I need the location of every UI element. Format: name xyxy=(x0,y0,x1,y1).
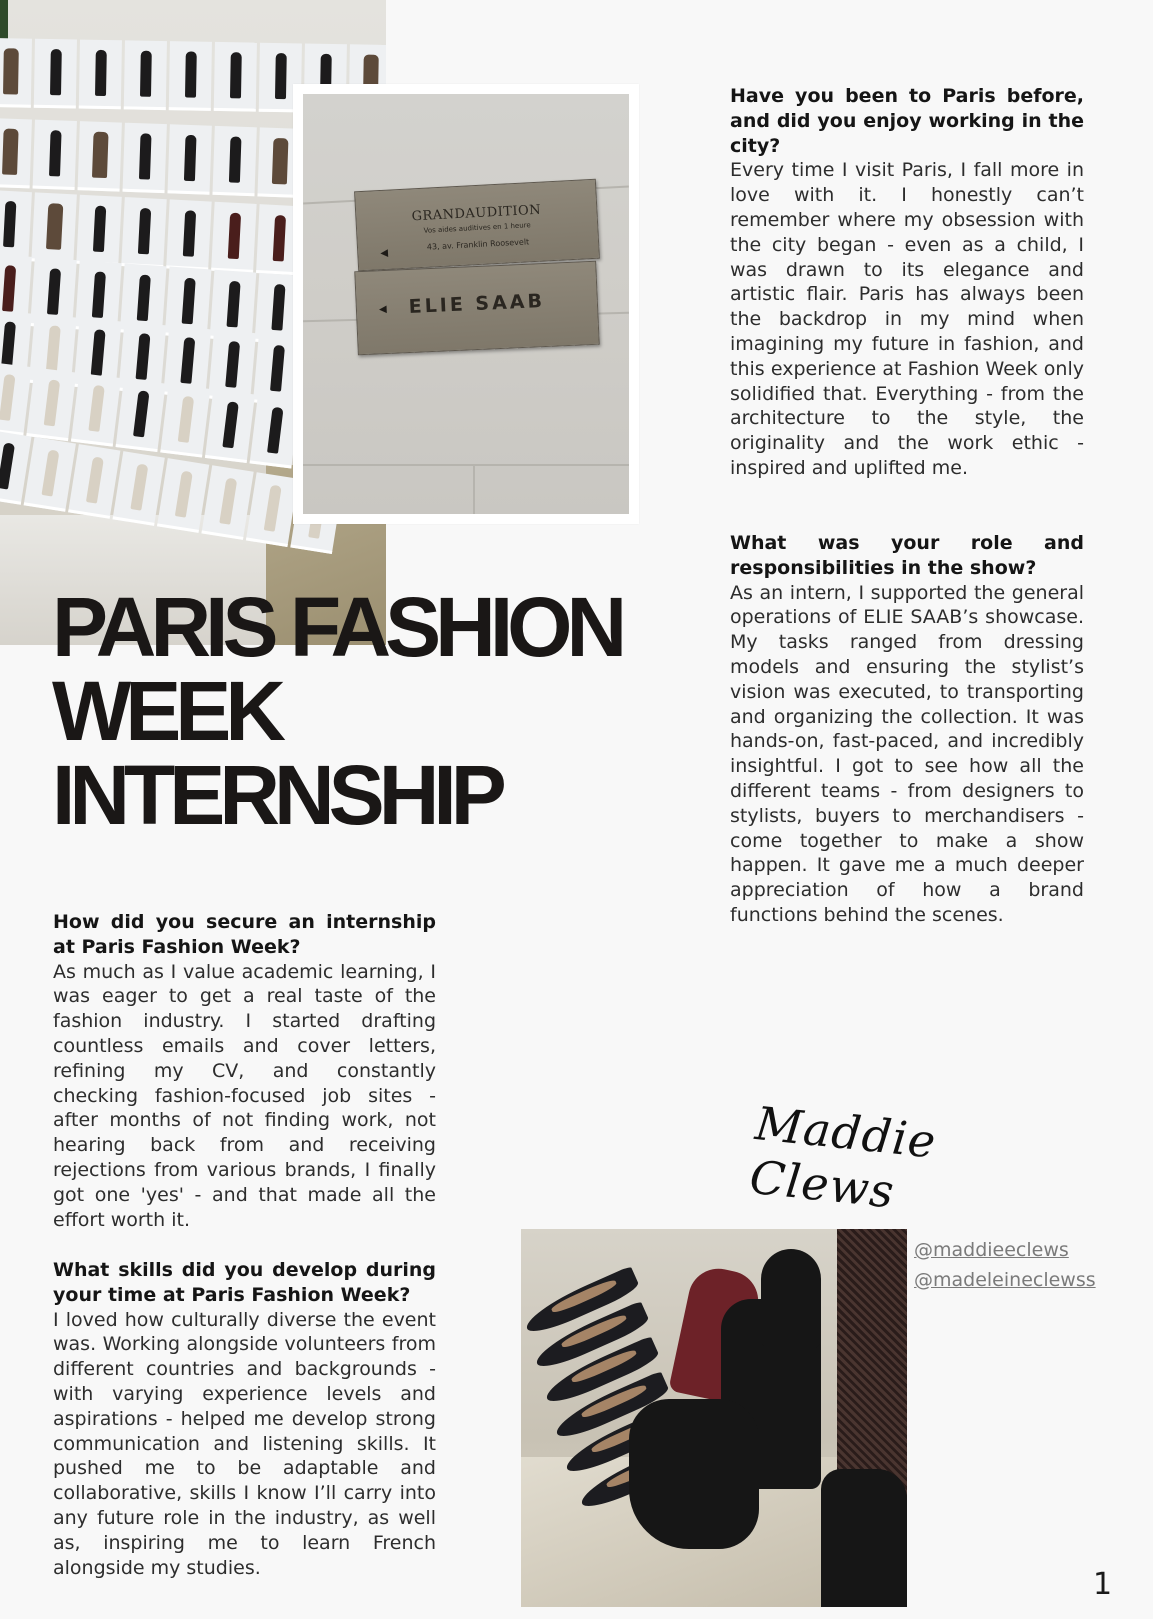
plaque-label: ELIE SAAB xyxy=(408,290,546,318)
instagram-handle-link[interactable]: @madeleineclewss xyxy=(914,1269,1096,1291)
left-arrow-icon: ◀ xyxy=(380,247,389,260)
answer-text: As much as I value academic learning, I was eager to get a real taste of the fashion industry. I started drafting countless emails and cover letters, refining my CV, and constantly checking fashion-focused job sites - after months of not finding work, not hearing back from and receiving rejections from various brands, I finally got one 'yes' - and that made all the effort worth it. xyxy=(53,960,436,1231)
page-number: 1 xyxy=(1093,1567,1113,1602)
left-arrow-icon: ◀ xyxy=(378,303,387,316)
question-heading: How did you secure an internship at Paris Fashion Week? xyxy=(53,911,436,958)
elie-saab-plaque xyxy=(354,261,599,355)
answer-text: Every time I visit Paris, I fall more in love with it. I honestly can’t remember where my obsession with the city began - even as a child, I was drawn to its elegance and artistic flair. Paris has always been the backdrop in my mind when imagining my future in fashion, and this experience at Fashion Week only solidified that. Everything - from the architecture to the style, the originality and the work ethic - inspired and uplifted me. xyxy=(730,159,1084,479)
instagram-handle-link[interactable]: @maddieeclews xyxy=(914,1239,1069,1261)
title-line: PARIS FASHION xyxy=(52,580,622,674)
answer-text: As an intern, I supported the general operations of ELIE SAAB’s showcase. My tasks ranged from dressing models and ensuring the stylist’s vision was executed, to transporting and organizing the collection. It was hands-on, fast-paced, and incredibly insightful. I got to see how all the different teams - from designers to stylists, buyers to merchandisers - come together to make a show happen. It gave me a much deeper appreciation of how a brand functions behind the scenes. xyxy=(730,581,1084,926)
signature: Maddie Clews xyxy=(747,1096,939,1219)
grandaudition-plaque xyxy=(354,179,600,272)
social-handles xyxy=(914,1235,1096,1295)
qa-role-responsibilities xyxy=(730,531,1084,928)
title-line: WEEK xyxy=(52,664,280,758)
qa-skills-developed xyxy=(53,1258,436,1580)
answer-text: I loved how culturally diverse the event was. Working alongside volunteers from different countries and backgrounds - with varying experience levels and aspirations - helped me develop strong communication and listening skills. It pushed me to be adaptable and collaborative, skills I know I’ll carry into any future role in the industry, as well as, inspiring me to learn French alongside my studies. xyxy=(53,1308,436,1579)
page-title xyxy=(52,580,692,842)
question-heading: What skills did you develop during your time at Paris Fashion Week? xyxy=(53,1259,436,1306)
question-heading: What was your role and responsibilities in the show? xyxy=(730,532,1084,579)
shoes-photo xyxy=(521,1229,907,1607)
plaque-brand: GRANDAUDITION xyxy=(411,202,542,225)
qa-secure-internship xyxy=(53,910,436,1232)
plaque-tagline: Vos aides auditives en 1 heure xyxy=(423,221,531,235)
qa-paris-before xyxy=(730,84,1084,481)
title-line: INTERNSHIP xyxy=(52,748,501,842)
sign-photo-frame xyxy=(293,84,639,524)
plaque-address: 43, av. Franklin Roosevelt xyxy=(426,237,530,252)
elie-saab-sign-photo xyxy=(303,94,629,514)
question-heading: Have you been to Paris before, and did you enjoy working in the city? xyxy=(730,85,1084,157)
